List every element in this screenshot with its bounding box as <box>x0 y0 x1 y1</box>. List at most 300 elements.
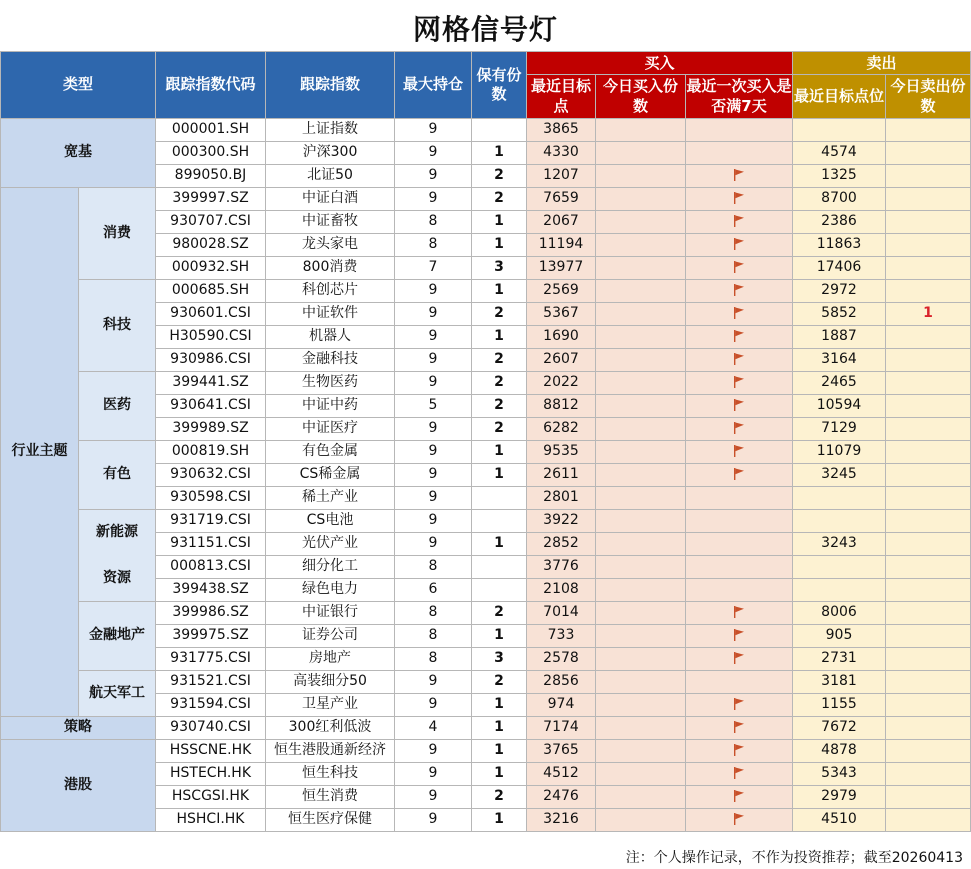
table-row <box>1 602 971 625</box>
sell-today <box>886 717 971 740</box>
index-code: 399441.SZ <box>156 372 266 395</box>
sell-today <box>886 579 971 602</box>
subgroup-label-text: 金融地产 <box>89 627 145 644</box>
buy-7days-flag <box>686 579 793 602</box>
flag-icon <box>732 789 746 803</box>
index-name: 沪深300 <box>266 142 395 165</box>
group-label: 宽基 <box>1 119 156 188</box>
subgroup-label-text: 医药 <box>103 397 131 414</box>
buy-today <box>596 786 686 809</box>
subgroup-label-stack <box>79 280 155 371</box>
index-code: 931775.CSI <box>156 648 266 671</box>
flag-icon <box>732 214 746 228</box>
subgroup-label-text: 消费 <box>103 224 131 241</box>
buy-target: 2108 <box>527 579 596 602</box>
index-name: 300红利低波 <box>266 717 395 740</box>
held-count: 2 <box>472 372 527 395</box>
index-name: 房地产 <box>266 648 395 671</box>
max-hold: 9 <box>395 786 472 809</box>
flag-icon <box>732 720 746 734</box>
max-hold: 8 <box>395 602 472 625</box>
sell-target: 3245 <box>793 464 886 487</box>
buy-today <box>596 395 686 418</box>
index-name: 中证畜牧 <box>266 211 395 234</box>
index-code: 000813.CSI <box>156 556 266 579</box>
held-count <box>472 119 527 142</box>
sell-target: 2465 <box>793 372 886 395</box>
index-name: 恒生港股通新经济 <box>266 740 395 763</box>
max-hold: 9 <box>395 487 472 510</box>
buy-today <box>596 464 686 487</box>
sell-today <box>886 464 971 487</box>
index-name: 恒生医疗保健 <box>266 809 395 832</box>
flag-icon <box>732 168 746 182</box>
buy-7days-flag <box>686 786 793 809</box>
sell-today <box>886 119 971 142</box>
header-sell: 卖出 <box>793 52 971 75</box>
sell-target: 7129 <box>793 418 886 441</box>
buy-7days-flag <box>686 211 793 234</box>
flag-icon <box>732 329 746 343</box>
held-count: 3 <box>472 648 527 671</box>
buy-7days-flag <box>686 188 793 211</box>
sell-target: 1887 <box>793 326 886 349</box>
sell-target: 4574 <box>793 142 886 165</box>
max-hold: 9 <box>395 441 472 464</box>
buy-today <box>596 740 686 763</box>
max-hold: 9 <box>395 280 472 303</box>
flag-icon <box>732 743 746 757</box>
buy-7days-flag <box>686 648 793 671</box>
index-code: 399975.SZ <box>156 625 266 648</box>
buy-7days-flag <box>686 142 793 165</box>
subgroup-label-stack <box>79 602 155 670</box>
buy-7days-flag <box>686 234 793 257</box>
buy-today <box>596 234 686 257</box>
max-hold: 8 <box>395 625 472 648</box>
buy-target: 7174 <box>527 717 596 740</box>
buy-target: 974 <box>527 694 596 717</box>
max-hold: 9 <box>395 510 472 533</box>
subgroup-label <box>79 372 156 441</box>
held-count: 2 <box>472 349 527 372</box>
buy-today <box>596 257 686 280</box>
buy-target: 3765 <box>527 740 596 763</box>
sell-target: 8006 <box>793 602 886 625</box>
group-label: 策略 <box>1 717 156 740</box>
buy-target: 3922 <box>527 510 596 533</box>
index-code: 931594.CSI <box>156 694 266 717</box>
held-count <box>472 556 527 579</box>
held-count: 2 <box>472 671 527 694</box>
index-code: H30590.CSI <box>156 326 266 349</box>
index-name: 科创芯片 <box>266 280 395 303</box>
max-hold: 9 <box>395 671 472 694</box>
subgroup-label-stack <box>79 372 155 440</box>
sell-today <box>886 786 971 809</box>
buy-target: 7659 <box>527 188 596 211</box>
header-buy-7days: 最近一次买入是否满7天 <box>686 75 793 119</box>
index-code: 930707.CSI <box>156 211 266 234</box>
buy-today <box>596 694 686 717</box>
buy-today <box>596 717 686 740</box>
held-count: 1 <box>472 326 527 349</box>
buy-7days-flag <box>686 763 793 786</box>
sell-target: 3243 <box>793 533 886 556</box>
sell-today <box>886 257 971 280</box>
header-max-hold: 最大持仓 <box>395 52 472 119</box>
max-hold: 9 <box>395 809 472 832</box>
buy-7days-flag <box>686 165 793 188</box>
sell-today <box>886 395 971 418</box>
index-name: CS电池 <box>266 510 395 533</box>
max-hold: 9 <box>395 694 472 717</box>
buy-today <box>596 556 686 579</box>
buy-target: 1207 <box>527 165 596 188</box>
index-name: 生物医药 <box>266 372 395 395</box>
flag-icon <box>732 467 746 481</box>
header-buy-target: 最近目标点 <box>527 75 596 119</box>
index-name: 金融科技 <box>266 349 395 372</box>
index-name: 北证50 <box>266 165 395 188</box>
index-name: CS稀金属 <box>266 464 395 487</box>
buy-today <box>596 303 686 326</box>
subgroup-label-text: 新能源 <box>96 524 138 541</box>
index-name: 高装细分50 <box>266 671 395 694</box>
index-code: 930986.CSI <box>156 349 266 372</box>
held-count: 1 <box>472 694 527 717</box>
buy-target: 2022 <box>527 372 596 395</box>
max-hold: 8 <box>395 211 472 234</box>
buy-today <box>596 487 686 510</box>
table-row <box>1 441 971 464</box>
subgroup-label <box>79 188 156 280</box>
subgroup-label <box>79 671 156 717</box>
group-label: 港股 <box>1 740 156 832</box>
sell-target: 1155 <box>793 694 886 717</box>
flag-icon <box>732 398 746 412</box>
buy-target: 1690 <box>527 326 596 349</box>
buy-target: 5367 <box>527 303 596 326</box>
header-buy: 买入 <box>527 52 793 75</box>
index-name: 中证医疗 <box>266 418 395 441</box>
buy-today <box>596 280 686 303</box>
sell-today <box>886 280 971 303</box>
subgroup-label-text: 资源 <box>103 569 131 586</box>
index-code: 930632.CSI <box>156 464 266 487</box>
sell-today <box>886 602 971 625</box>
buy-target: 2856 <box>527 671 596 694</box>
max-hold: 9 <box>395 188 472 211</box>
sell-target: 3164 <box>793 349 886 372</box>
held-count: 2 <box>472 418 527 441</box>
flag-icon <box>732 444 746 458</box>
buy-target: 2067 <box>527 211 596 234</box>
buy-7days-flag <box>686 257 793 280</box>
index-code: 930641.CSI <box>156 395 266 418</box>
index-name: 800消费 <box>266 257 395 280</box>
buy-today <box>596 349 686 372</box>
index-code: 399989.SZ <box>156 418 266 441</box>
index-code: 399997.SZ <box>156 188 266 211</box>
buy-7days-flag <box>686 418 793 441</box>
max-hold: 9 <box>395 740 472 763</box>
flag-icon <box>732 191 746 205</box>
buy-7days-flag <box>686 119 793 142</box>
sell-today <box>886 372 971 395</box>
max-hold: 9 <box>395 533 472 556</box>
index-code: 930740.CSI <box>156 717 266 740</box>
index-code: 980028.SZ <box>156 234 266 257</box>
subgroup-label-text: 航天军工 <box>89 684 145 701</box>
buy-7days-flag <box>686 395 793 418</box>
index-name: 绿色电力 <box>266 579 395 602</box>
sell-today <box>886 188 971 211</box>
buy-7days-flag <box>686 326 793 349</box>
buy-target: 8812 <box>527 395 596 418</box>
buy-today <box>596 165 686 188</box>
index-code: 000300.SH <box>156 142 266 165</box>
index-code: 899050.BJ <box>156 165 266 188</box>
held-count: 1 <box>472 441 527 464</box>
buy-7days-flag <box>686 556 793 579</box>
sell-today <box>886 165 971 188</box>
flag-icon <box>732 605 746 619</box>
buy-target: 13977 <box>527 257 596 280</box>
buy-today <box>596 418 686 441</box>
buy-target: 2607 <box>527 349 596 372</box>
subgroup-label <box>79 602 156 671</box>
max-hold: 8 <box>395 648 472 671</box>
signal-table <box>0 51 971 832</box>
flag-icon <box>732 237 746 251</box>
buy-today <box>596 372 686 395</box>
flag-icon <box>732 812 746 826</box>
sell-today <box>886 533 971 556</box>
table-row <box>1 119 971 142</box>
sell-today <box>886 556 971 579</box>
header-sell-target: 最近目标点位 <box>793 75 886 119</box>
index-code: 000001.SH <box>156 119 266 142</box>
held-count: 2 <box>472 303 527 326</box>
buy-today <box>596 763 686 786</box>
subgroup-label-stack <box>79 441 155 509</box>
flag-icon <box>732 352 746 366</box>
sell-target: 2979 <box>793 786 886 809</box>
held-count <box>472 510 527 533</box>
header-sell-today: 今日卖出份数 <box>886 75 971 119</box>
held-count: 1 <box>472 234 527 257</box>
index-code: HSTECH.HK <box>156 763 266 786</box>
sell-target <box>793 556 886 579</box>
sell-target: 8700 <box>793 188 886 211</box>
held-count: 2 <box>472 786 527 809</box>
flag-icon <box>732 628 746 642</box>
buy-today <box>596 671 686 694</box>
buy-7days-flag <box>686 625 793 648</box>
buy-7days-flag <box>686 809 793 832</box>
flag-icon <box>732 421 746 435</box>
group-label: 行业主题 <box>1 188 79 717</box>
index-name: 稀土产业 <box>266 487 395 510</box>
sell-target: 11863 <box>793 234 886 257</box>
index-name: 中证银行 <box>266 602 395 625</box>
index-code: 930601.CSI <box>156 303 266 326</box>
sell-today <box>886 234 971 257</box>
header-code: 跟踪指数代码 <box>156 52 266 119</box>
table-row <box>1 510 971 533</box>
sell-today <box>886 809 971 832</box>
held-count: 1 <box>472 809 527 832</box>
buy-7days-flag <box>686 694 793 717</box>
buy-today <box>596 142 686 165</box>
index-name: 龙头家电 <box>266 234 395 257</box>
max-hold: 9 <box>395 326 472 349</box>
sell-target: 4510 <box>793 809 886 832</box>
sell-target <box>793 487 886 510</box>
index-code: HSCGSI.HK <box>156 786 266 809</box>
buy-7days-flag <box>686 671 793 694</box>
sell-today <box>886 211 971 234</box>
buy-target: 6282 <box>527 418 596 441</box>
flag-icon <box>732 651 746 665</box>
held-count <box>472 487 527 510</box>
sell-today <box>886 441 971 464</box>
buy-target: 9535 <box>527 441 596 464</box>
sell-target: 2386 <box>793 211 886 234</box>
buy-7days-flag <box>686 487 793 510</box>
held-count: 1 <box>472 464 527 487</box>
header-type: 类型 <box>1 52 156 119</box>
flag-icon <box>732 283 746 297</box>
max-hold: 9 <box>395 464 472 487</box>
subgroup-label-stack <box>79 671 155 716</box>
index-code: 000932.SH <box>156 257 266 280</box>
buy-7days-flag <box>686 510 793 533</box>
buy-7days-flag <box>686 602 793 625</box>
index-name: 光伏产业 <box>266 533 395 556</box>
buy-7days-flag <box>686 533 793 556</box>
subgroup-label-stack <box>79 510 155 601</box>
flag-icon <box>732 260 746 274</box>
index-code: HSSCNE.HK <box>156 740 266 763</box>
sell-today <box>886 763 971 786</box>
held-count: 1 <box>472 533 527 556</box>
buy-target: 11194 <box>527 234 596 257</box>
buy-7days-flag <box>686 464 793 487</box>
buy-target: 2569 <box>527 280 596 303</box>
buy-7days-flag <box>686 303 793 326</box>
index-name: 有色金属 <box>266 441 395 464</box>
buy-today <box>596 441 686 464</box>
table-row <box>1 671 971 694</box>
flag-icon <box>732 375 746 389</box>
flag-icon <box>732 697 746 711</box>
sell-target: 2972 <box>793 280 886 303</box>
table-row <box>1 740 971 763</box>
table-row <box>1 280 971 303</box>
subgroup-label-text: 科技 <box>103 316 131 333</box>
sell-today <box>886 142 971 165</box>
buy-target: 733 <box>527 625 596 648</box>
index-name: 中证软件 <box>266 303 395 326</box>
buy-target: 3216 <box>527 809 596 832</box>
held-count: 2 <box>472 165 527 188</box>
held-count: 2 <box>472 602 527 625</box>
index-code: 931521.CSI <box>156 671 266 694</box>
flag-icon <box>732 306 746 320</box>
sell-today <box>886 326 971 349</box>
index-code: 000819.SH <box>156 441 266 464</box>
held-count: 2 <box>472 188 527 211</box>
max-hold: 9 <box>395 119 472 142</box>
held-count: 1 <box>472 763 527 786</box>
sell-today <box>886 487 971 510</box>
sell-today <box>886 418 971 441</box>
sell-target <box>793 119 886 142</box>
index-code: 399438.SZ <box>156 579 266 602</box>
sell-today <box>886 740 971 763</box>
table-row <box>1 188 971 211</box>
buy-7days-flag <box>686 717 793 740</box>
max-hold: 9 <box>395 303 472 326</box>
index-code: 399986.SZ <box>156 602 266 625</box>
page-title: 网格信号灯 <box>412 13 558 46</box>
buy-today <box>596 625 686 648</box>
table-row <box>1 372 971 395</box>
max-hold: 9 <box>395 142 472 165</box>
held-count: 3 <box>472 257 527 280</box>
index-code: 931719.CSI <box>156 510 266 533</box>
buy-target: 4512 <box>527 763 596 786</box>
max-hold: 9 <box>395 349 472 372</box>
buy-target: 2578 <box>527 648 596 671</box>
sell-target <box>793 579 886 602</box>
subgroup-label <box>79 280 156 372</box>
held-count: 1 <box>472 211 527 234</box>
max-hold: 8 <box>395 556 472 579</box>
max-hold: 5 <box>395 395 472 418</box>
max-hold: 9 <box>395 372 472 395</box>
buy-7days-flag <box>686 349 793 372</box>
buy-target: 2852 <box>527 533 596 556</box>
index-name: 卫星产业 <box>266 694 395 717</box>
buy-today <box>596 211 686 234</box>
buy-target: 2611 <box>527 464 596 487</box>
buy-today <box>596 809 686 832</box>
subgroup-label <box>79 510 156 602</box>
sell-target: 5852 <box>793 303 886 326</box>
sell-target: 10594 <box>793 395 886 418</box>
buy-today <box>596 188 686 211</box>
subgroup-label <box>79 441 156 510</box>
sell-today <box>886 349 971 372</box>
buy-today <box>596 579 686 602</box>
index-code: HSHCI.HK <box>156 809 266 832</box>
buy-today <box>596 326 686 349</box>
held-count: 2 <box>472 395 527 418</box>
buy-7days-flag <box>686 280 793 303</box>
buy-target: 4330 <box>527 142 596 165</box>
buy-today <box>596 533 686 556</box>
max-hold: 6 <box>395 579 472 602</box>
sell-target: 17406 <box>793 257 886 280</box>
sell-today <box>886 671 971 694</box>
sell-target: 905 <box>793 625 886 648</box>
buy-target: 3776 <box>527 556 596 579</box>
sell-target: 2731 <box>793 648 886 671</box>
index-code: 931151.CSI <box>156 533 266 556</box>
